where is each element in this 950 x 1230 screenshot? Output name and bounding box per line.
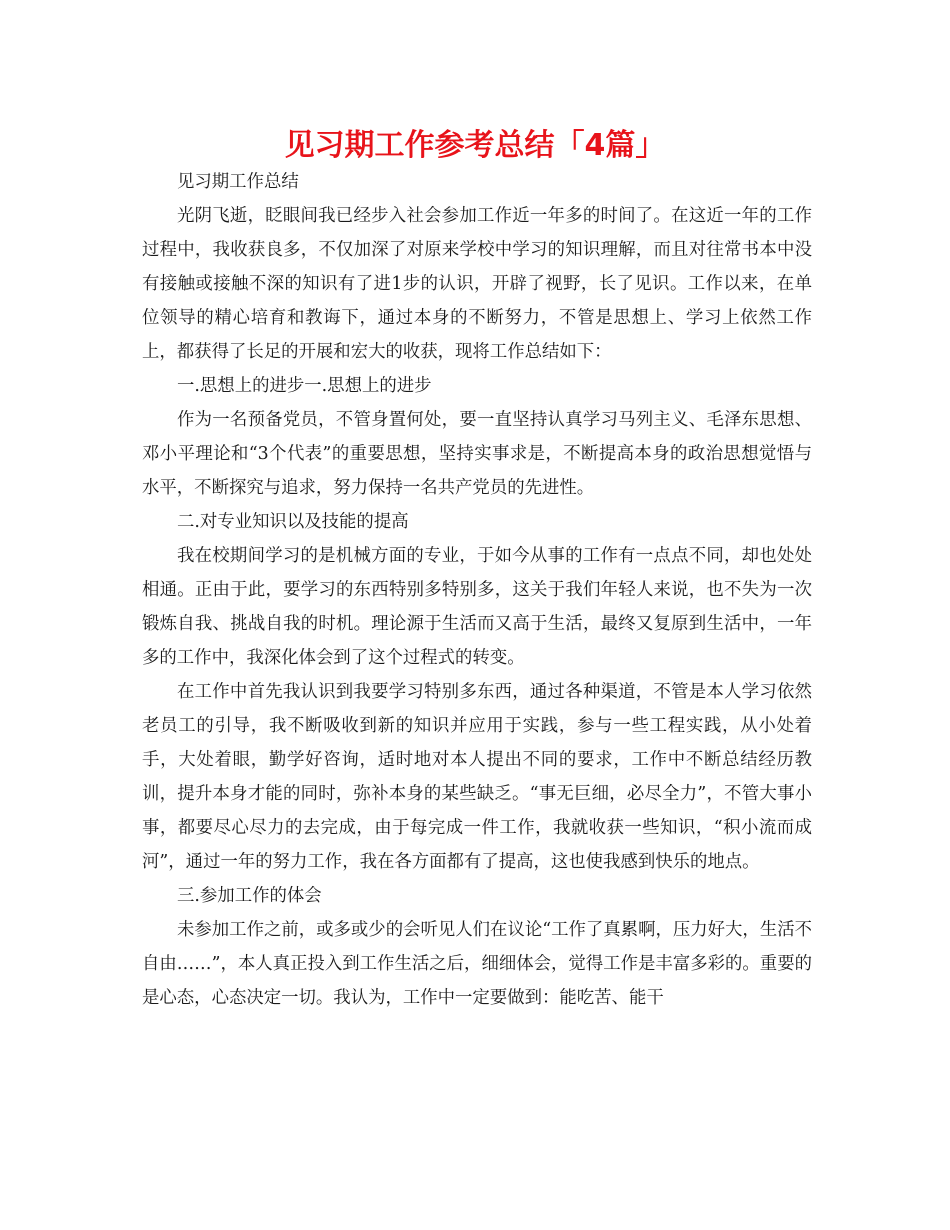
- section-heading-3: 三.参加工作的体会: [177, 886, 322, 906]
- section-heading-2: 二.对专业知识以及技能的提高: [177, 512, 409, 532]
- section-heading-summary: 见习期工作总结: [177, 172, 299, 192]
- body-paragraph-intro: 光阴飞逝，眨眼间我已经步入社会参加工作近一年多的时间了。在这近一年的工作过程中，我收获良多，不仅加深了对原来学校中学习的知识理解，而且对往常书本中没有接触或接触不深的知识有了进1步的认识，开辟了视野，长了见识。工作以来，在单位领导的精心培育和教诲下，通过本身的不断努力，不管是思想上、学习上依然工作上，都获得了长足的开展和宏大的收获，现将工作总结如下：: [142, 206, 812, 362]
- section-heading-1: 一.思想上的进步一.思想上的进步: [177, 376, 432, 396]
- body-paragraph-3: 未参加工作之前，或多或少的会听见人们在议论“工作了真累啊，压力好大，生活不自由……”，本人真正投入到工作生活之后，细细体会，觉得工作是丰富多彩的。重要的是心态，心态决定一切。我认为，工作中一定要做到：能吃苦、能干: [142, 920, 812, 1008]
- body-paragraph-1: 作为一名预备党员，不管身置何处，要一直坚持认真学习马列主义、毛泽东思想、邓小平理论和“3个代表”的重要思想，坚持实事求是，不断提高本身的政治思想觉悟与水平，不断探究与追求，努力保持一名共产党员的先进性。: [142, 410, 812, 498]
- document-title: 见习期工作参考总结「4篇」: [284, 128, 666, 163]
- body-paragraph-2b: 在工作中首先我认识到我要学习特别多东西，通过各种渠道，不管是本人学习依然老员工的引导，我不断吸收到新的知识并应用于实践，参与一些工程实践，从小处着手，大处着眼，勤学好咨询，适时地对本人提出不同的要求，工作中不断总结经历教训，提升本身才能的同时，弥补本身的某些缺乏。“事无巨细，必尽全力”，不管大事小事，都要尽心尽力的去完成，由于每完成一件工作，我就收获一些知识，“积小流而成河”，通过一年的努力工作，我在各方面都有了提高，这也使我感到快乐的地点。: [142, 682, 812, 872]
- body-paragraph-2a: 我在校期间学习的是机械方面的专业，于如今从事的工作有一点点不同，却也处处相通。正由于此，要学习的东西特别多特别多，这关于我们年轻人来说，也不失为一次锻炼自我、挑战自我的时机。理论源于生活而又高于生活，最终又复原到生活中，一年多的工作中，我深化体会到了这个过程式的转变。: [142, 546, 812, 668]
- document-body: [142, 165, 812, 1015]
